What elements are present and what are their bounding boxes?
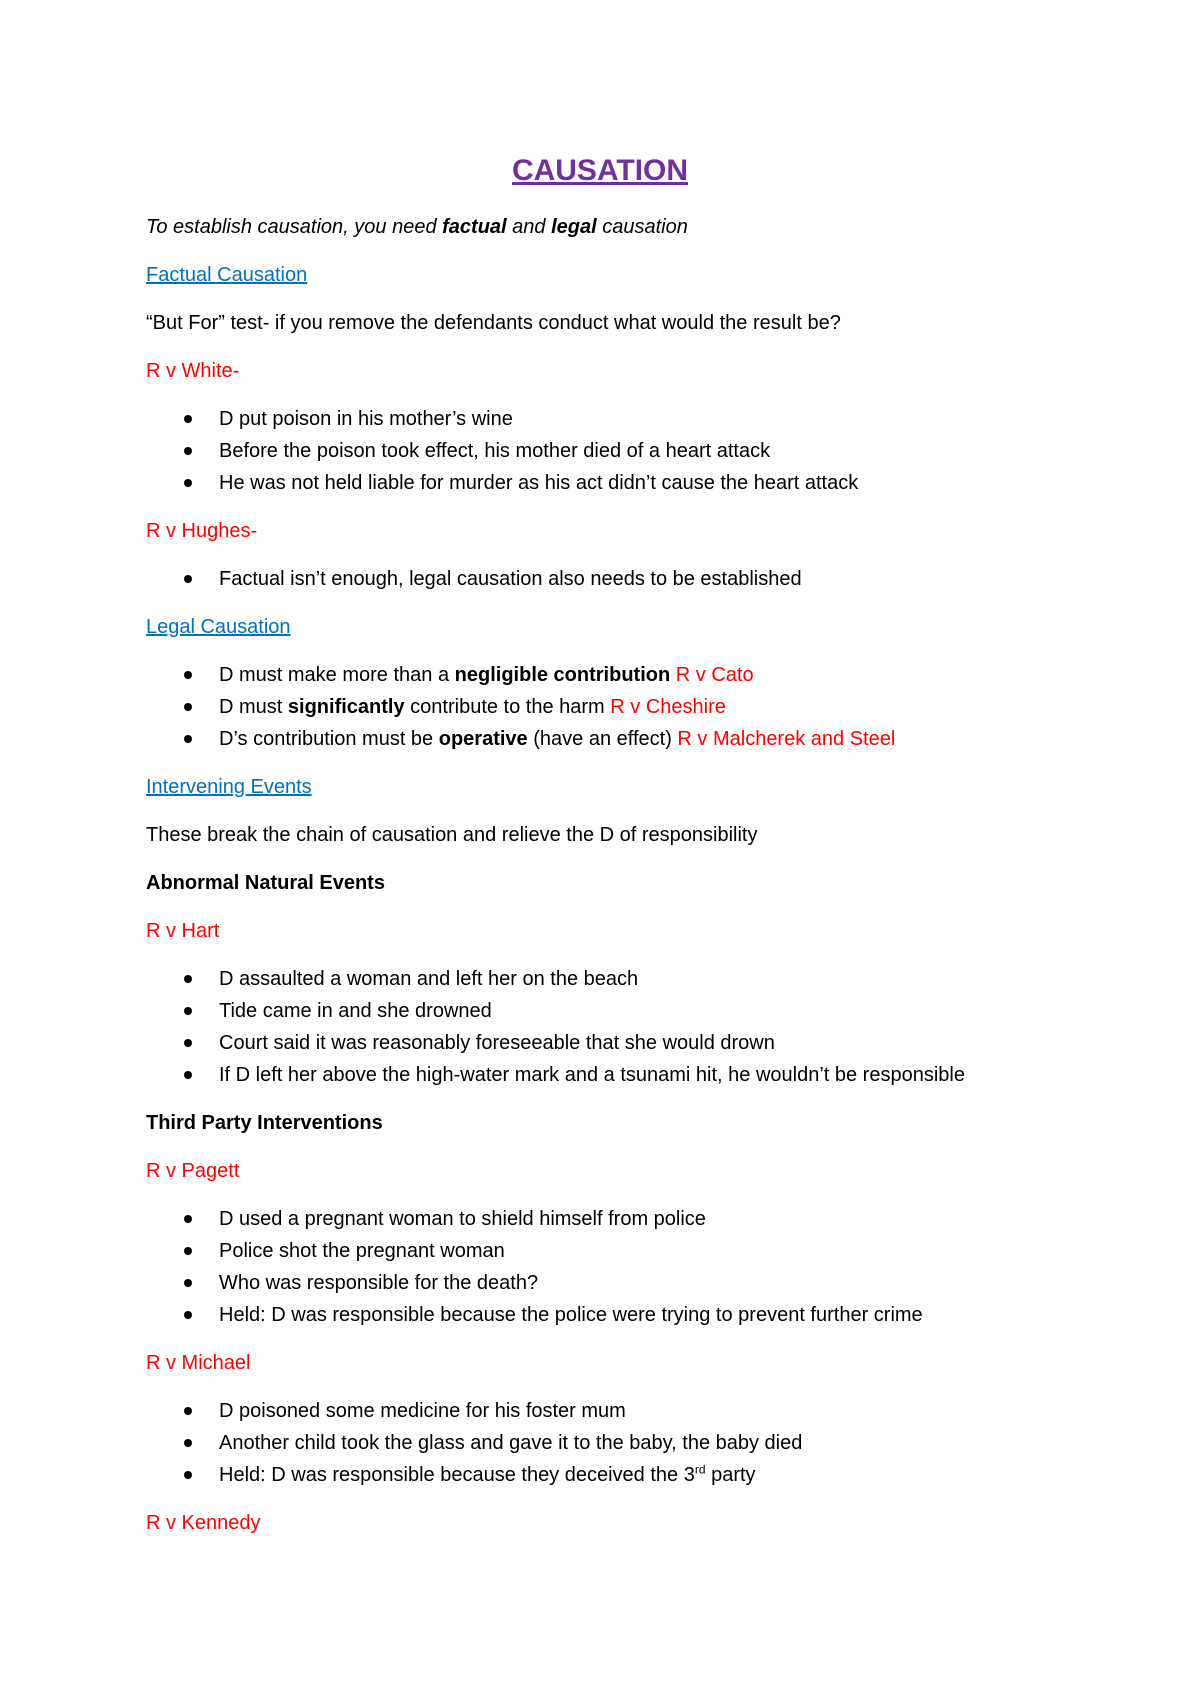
but-for-test-text: “But For” test- if you remove the defendants conduct what would the result be? [146,312,841,334]
abnormal-natural-events-heading: Abnormal Natural Events [146,872,385,894]
bullet-icon [184,1215,192,1223]
bullet-icon [184,1039,192,1047]
bullet-icon [184,1407,192,1415]
intervening-events-heading: Intervening Events [146,776,312,798]
bullet-icon [184,1471,192,1479]
factual-causation-heading: Factual Causation [146,264,308,286]
bullet-icon [184,415,192,423]
case-r-v-pagett: R v Pagett [146,1160,240,1182]
bullet-icon [184,447,192,455]
case-r-v-cheshire: R v Cheshire [610,696,726,718]
bullet-icon [184,1279,192,1287]
bullet-icon [184,975,192,983]
third-party-interventions-heading: Third Party Interventions [146,1112,383,1134]
bullet-icon [184,735,192,743]
document-page: CAUSATION To establish causation, you need factual and legal causation Factual Causation “But For” test- if you remove the defendants conduct what would the result be? R v White- D put poison in his mother’s wine Before the poison took effect, his mother died of a heart attack He was not held liable for murder as his act didn’t cause the heart attack R v Hughes- Factual isn’t enough, legal causation also needs to be established Legal Causation D must make more than a negligible contribution R v Cato D must significantly contribute to the harm R v Cheshire D’s contribution must be operative (have an effect) R v Malcherek and Steel Intervening Events These break the chain of causation and relieve the D of responsibility Abnormal Natural Events R v Hart D assaulted a woman and left her on the beach Tide came in and she drowned Court said it was reasonably foreseeable that she would drown If D left her above the high-water mark and a tsunami hit, he wouldn’t be responsible Third Party Interventions R v Pagett D used a pregnant woman to shield himself from police Police shot the pregnant woman Who was responsible for the death? Held: D was responsible because the police were trying to prevent further crime R v Michael D poisoned some medicine for his foster mum Another child took the glass and gave it to the baby, the baby died Held: D was responsible because they deceived the 3rd party R v Kennedy [0,0,1200,1698]
bullet-icon [184,1311,192,1319]
bullet-icon [184,1071,192,1079]
case-r-v-hughes: R v Hughes- [146,520,258,542]
case-r-v-hart: R v Hart [146,920,220,942]
intro-text: To establish causation, you need factual and legal causation [146,216,688,238]
case-r-v-malcherek-and-steel: R v Malcherek and Steel [677,728,896,750]
legal-causation-heading: Legal Causation [146,616,291,638]
bullet-icon [184,1007,192,1015]
page-title: CAUSATION [511,154,689,187]
case-r-v-cato: R v Cato [675,664,754,686]
bullet-icon [184,1439,192,1447]
case-r-v-kennedy: R v Kennedy [146,1512,261,1534]
case-r-v-michael: R v Michael [146,1352,251,1374]
bullet-icon [184,703,192,711]
bullet-icon [184,671,192,679]
case-r-v-white: R v White- [146,360,240,382]
bullet-icon [184,575,192,583]
bullet-icon [184,479,192,487]
factual-emphasis: factual [442,216,507,238]
intervening-events-text: These break the chain of causation and relieve the D of responsibility [146,824,758,846]
bullet-icon [184,1247,192,1255]
legal-emphasis: legal [551,216,597,238]
